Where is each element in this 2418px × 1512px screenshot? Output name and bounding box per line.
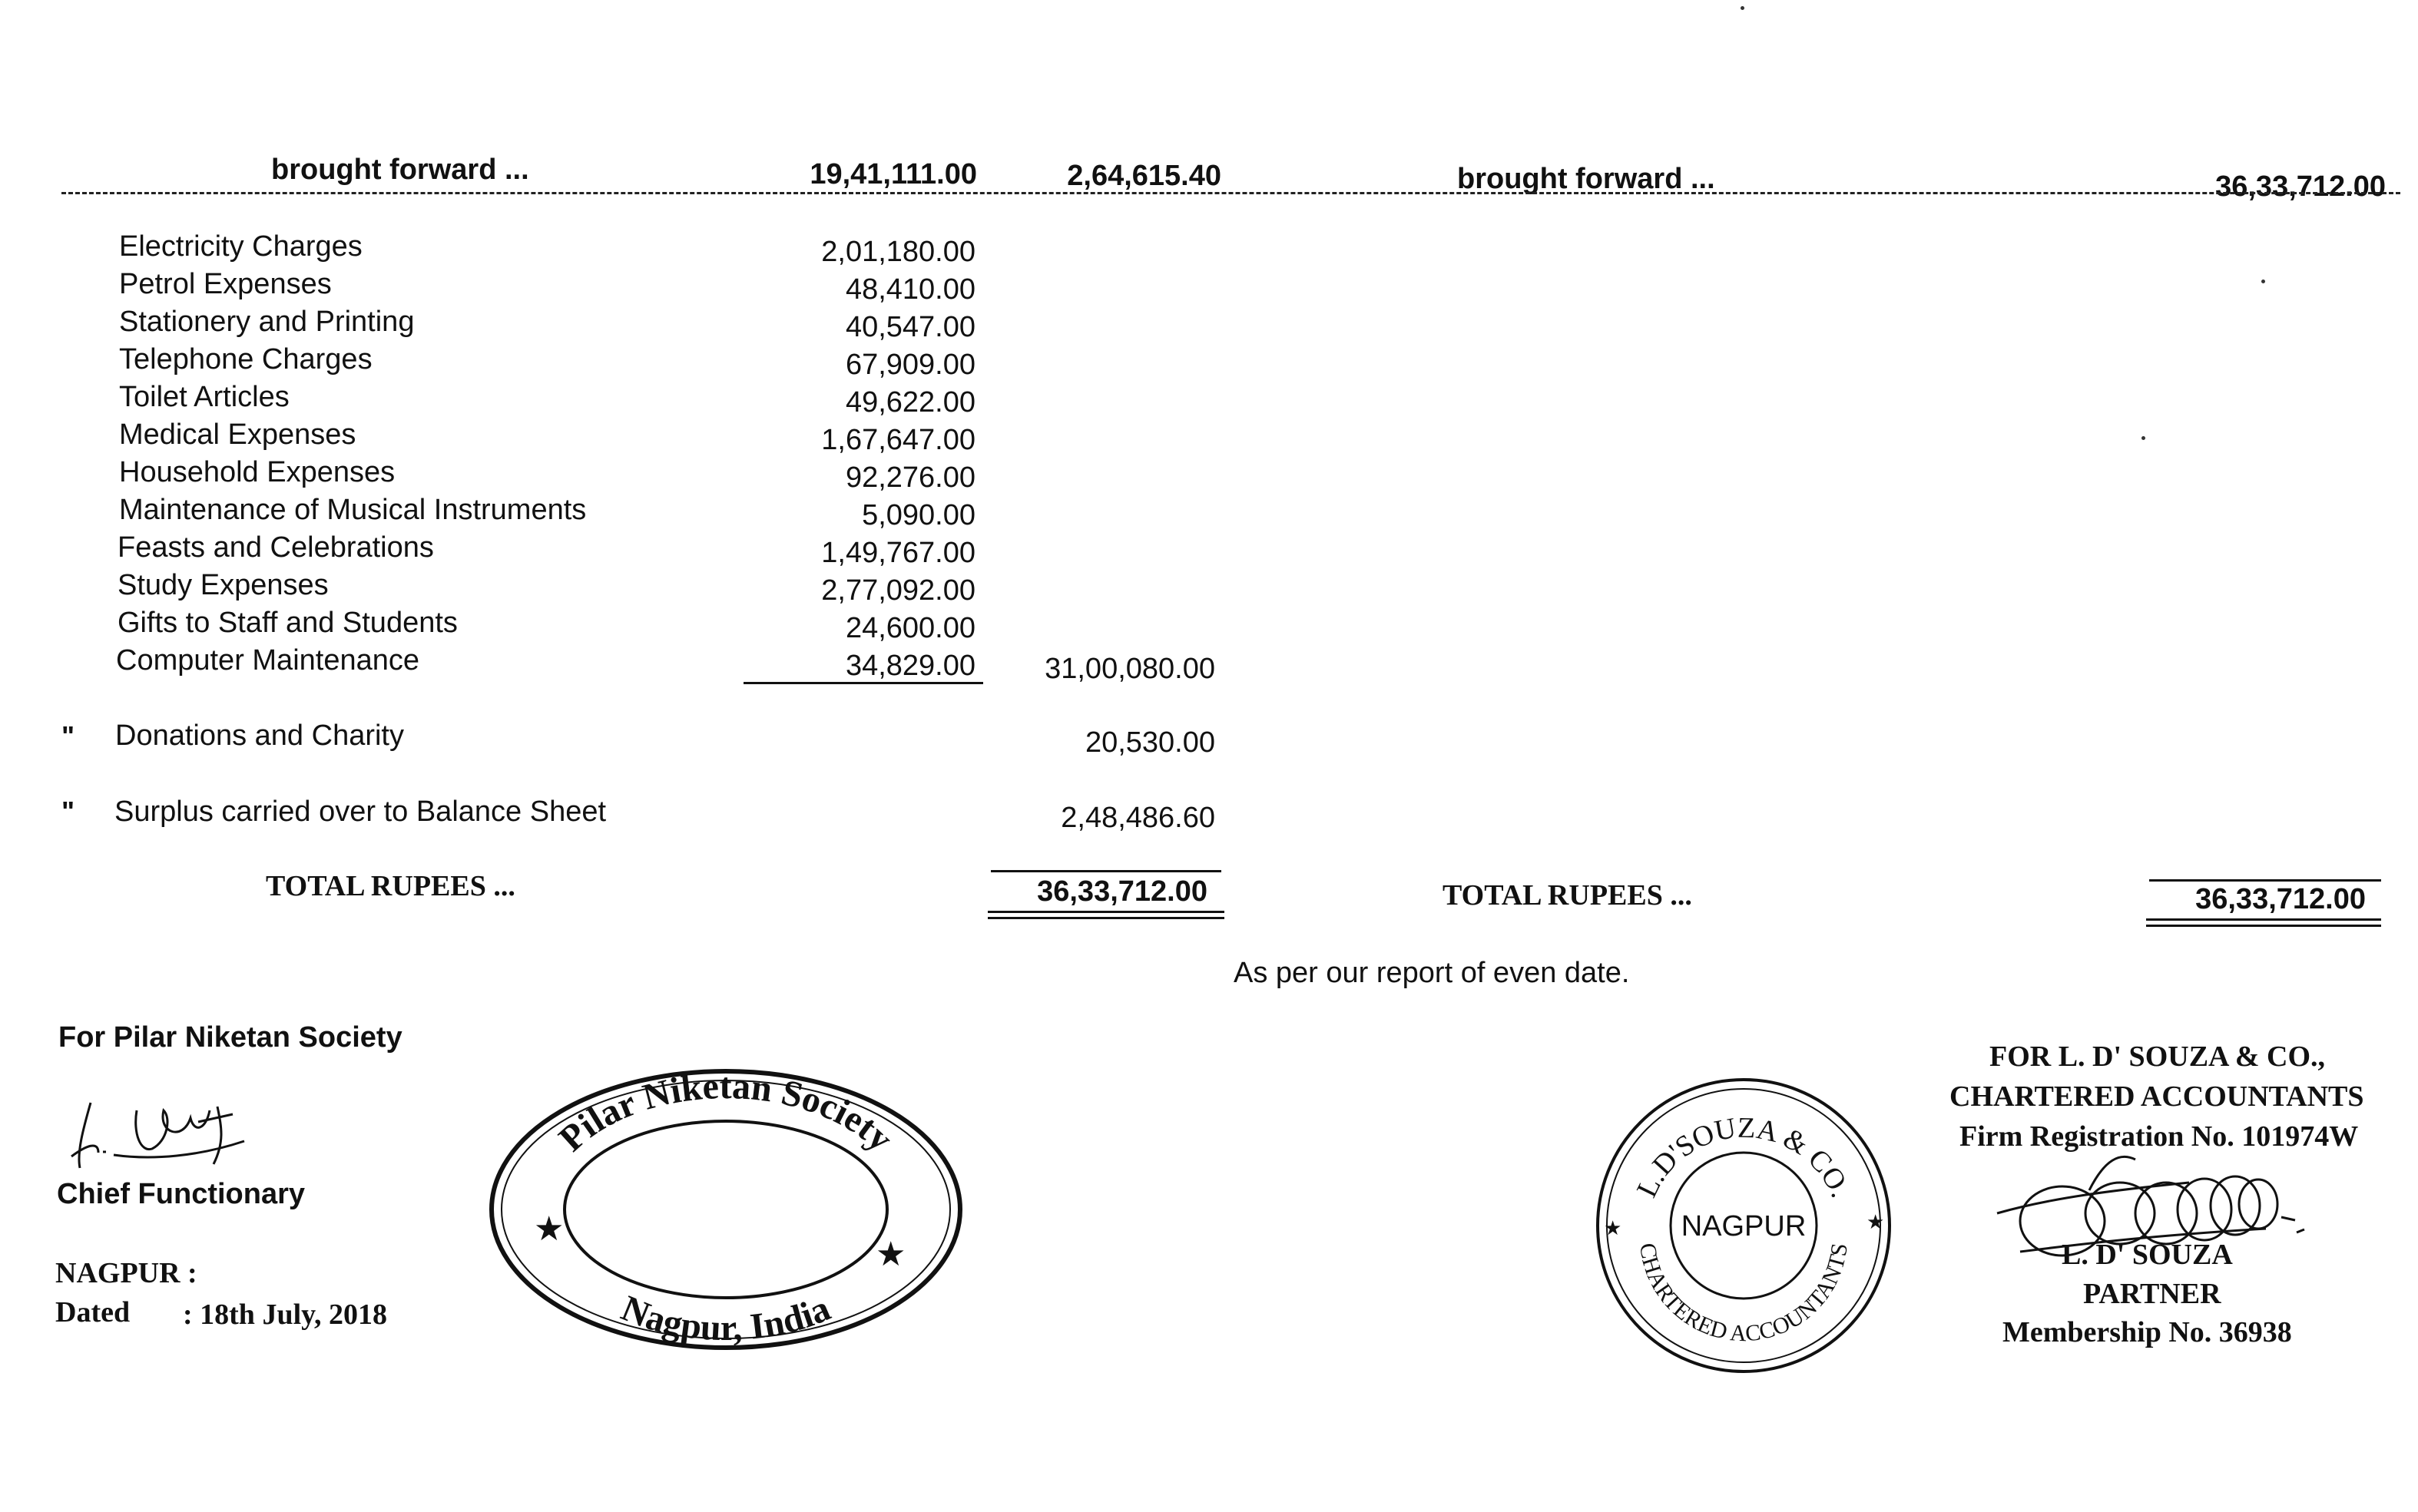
auditor-stamp-center: NAGPUR	[1681, 1210, 1807, 1242]
expense-amount: 1,49,767.00	[821, 537, 975, 569]
right-total-top-rule	[2149, 879, 2381, 882]
left-total-top-rule	[991, 870, 1221, 872]
left-brought-forward-amount-2: 2,64,615.40	[1067, 160, 1221, 192]
expense-amount: 24,600.00	[845, 612, 975, 644]
expense-label: Household Expenses	[119, 456, 396, 488]
society-stamp-bottom-text: Nagpur, India	[615, 1288, 836, 1349]
expense-label: Computer Maintenance	[116, 644, 419, 677]
dated-value: : 18th July, 2018	[183, 1299, 388, 1331]
stamp-star-icon: ★	[876, 1236, 906, 1273]
expense-amount: 49,622.00	[845, 386, 975, 419]
left-total-amount: 36,33,712.00	[1037, 875, 1207, 908]
ditto-mark: "	[61, 796, 75, 827]
chief-functionary-signature	[68, 1087, 260, 1179]
expense-amount: 48,410.00	[845, 273, 975, 306]
right-brought-forward-amount: 36,33,712.00	[2215, 170, 2386, 203]
expense-amount: 1,67,647.00	[821, 424, 975, 456]
auditor-firm-type: CHARTERED ACCOUNTANTS	[1949, 1080, 2364, 1113]
society-for-line: For Pilar Niketan Society	[58, 1021, 402, 1054]
auditor-stamp	[1590, 1072, 1897, 1379]
chief-functionary-label: Chief Functionary	[57, 1178, 306, 1210]
stamp-star-icon: ★	[1866, 1211, 1885, 1233]
donations-label: Donations and Charity	[115, 720, 404, 752]
society-stamp-top-text: Pilar Niketan Society	[551, 1066, 901, 1160]
report-note: As per our report of even date.	[1234, 957, 1630, 989]
auditor-stamp-ring-top: L.D'SOUZA & CO.	[1630, 1111, 1857, 1203]
expense-amount: 40,547.00	[845, 311, 975, 343]
expense-amount: 5,090.00	[862, 499, 975, 531]
stamp-star-icon: ★	[1604, 1217, 1622, 1239]
expense-label: Maintenance of Musical Instruments	[119, 494, 587, 526]
expense-label: Medical Expenses	[119, 419, 356, 451]
right-total-double-rule	[2146, 918, 2381, 927]
auditor-registration: Firm Registration No. 101974W	[1959, 1120, 2359, 1153]
expense-label: Gifts to Staff and Students	[118, 607, 458, 639]
surplus-label: Surplus carried over to Balance Sheet	[114, 796, 607, 828]
expense-label: Telephone Charges	[119, 343, 373, 376]
surplus-amount: 2,48,486.60	[1061, 802, 1215, 834]
stamp-star-icon: ★	[534, 1210, 565, 1248]
expense-label: Feasts and Celebrations	[118, 531, 434, 564]
dated-label: Dated	[55, 1296, 131, 1328]
left-total-label: TOTAL RUPEES ...	[266, 870, 515, 902]
left-total-double-rule	[988, 911, 1224, 919]
scan-speck	[2141, 436, 2145, 440]
society-place: NAGPUR :	[55, 1257, 197, 1289]
scan-speck	[1741, 6, 1744, 10]
scan-speck	[2261, 280, 2265, 283]
right-brought-forward-label: brought forward ...	[1457, 163, 1715, 195]
expense-label: Stationery and Printing	[119, 306, 415, 338]
expense-amount: 67,909.00	[845, 349, 975, 381]
expenses-subtotal-amount: 31,00,080.00	[1045, 653, 1215, 685]
auditor-stamp-ring-bottom: CHARTERED ACCOUNTANTS	[1635, 1241, 1853, 1347]
expense-amount: 2,01,180.00	[821, 236, 975, 268]
left-brought-forward-label: brought forward ...	[271, 154, 529, 186]
expense-label: Study Expenses	[118, 569, 329, 601]
expense-label: Petrol Expenses	[119, 268, 332, 300]
auditor-for-line: FOR L. D' SOUZA & CO.,	[1989, 1041, 2326, 1073]
ditto-mark: "	[61, 720, 75, 752]
expense-amount: 2,77,092.00	[821, 574, 975, 607]
right-total-label: TOTAL RUPEES ...	[1443, 879, 1692, 912]
society-stamp	[476, 1052, 968, 1367]
header-dashed-rule	[61, 192, 2400, 194]
partner-name: L. D' SOUZA	[2062, 1239, 2233, 1271]
right-total-amount: 36,33,712.00	[2195, 883, 2366, 915]
membership-number: Membership No. 36938	[2002, 1316, 2292, 1348]
expense-label: Electricity Charges	[119, 230, 363, 263]
expense-amount: 92,276.00	[845, 462, 975, 494]
expenses-subtotal-rule	[744, 682, 983, 684]
partner-title: PARTNER	[2083, 1278, 2221, 1310]
expense-amount: 34,829.00	[845, 650, 975, 682]
donations-amount: 20,530.00	[1085, 726, 1215, 759]
expense-label: Toilet Articles	[119, 381, 290, 413]
left-brought-forward-amount-1: 19,41,111.00	[810, 158, 977, 190]
